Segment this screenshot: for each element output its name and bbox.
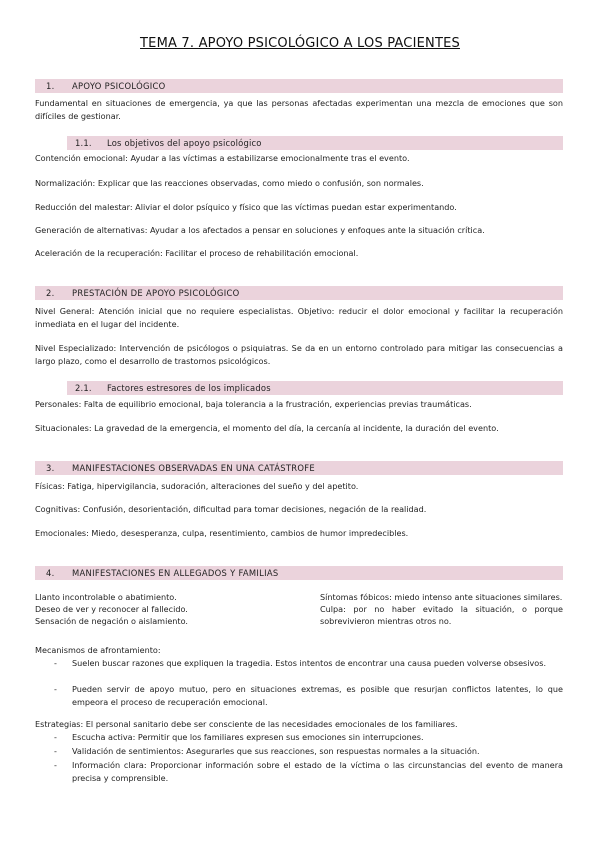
subsection-heading-1-1 bbox=[67, 136, 563, 150]
section-number: 1. bbox=[46, 81, 55, 91]
list-item: Síntomas fóbicos: miedo intenso ante situaciones similares. bbox=[320, 592, 563, 602]
mecanismos-label: Mecanismos de afrontamiento: bbox=[35, 645, 161, 655]
section-heading-2 bbox=[35, 286, 563, 300]
factores-personales: Personales: Falta de equilibrio emocional, baja tolerancia a la frustración, experiencias previas traumáticas. bbox=[35, 399, 472, 409]
estrategia-item: Información clara: Proporcionar información sobre el estado de la víctima o las circunstancias del evento de manera precisa y comprensible. bbox=[72, 760, 563, 783]
objective-item: Reducción del malestar: Aliviar el dolor psíquico y físico que las víctimas puedan estar experimentando. bbox=[35, 202, 457, 212]
subsection-title: Factores estresores de los implicados bbox=[107, 383, 271, 393]
mecanismo-item: Suelen buscar razones que expliquen la tragedia. Estos intentos de encontrar una causa pueden volverse obsesivos. bbox=[72, 658, 547, 668]
subsection-heading-2-1 bbox=[67, 381, 563, 395]
estrategia-item: Validación de sentimientos: Asegurarles que sus reacciones, son respuestas normales a la situación. bbox=[72, 746, 480, 756]
allegados-left-column bbox=[35, 591, 235, 627]
nivel-especializado: Nivel Especializado: Intervención de psicólogos o psiquiatras. Se da en un entorno controlado para mitigar las consecuencias a largo plazo, como el desarrollo de trastornos psicológicos. bbox=[35, 343, 563, 366]
bullet-dash: - bbox=[54, 760, 57, 770]
section-title: APOYO PSICOLÓGICO bbox=[72, 81, 166, 91]
mecanismo-item: Pueden servir de apoyo mutuo, pero en situaciones extremas, es posible que resurjan conflictos latentes, lo que empeora el proceso de recuperación emocional. bbox=[72, 684, 563, 707]
bullet-dash: - bbox=[54, 746, 57, 756]
manifestaciones-cognitivas: Cognitivas: Confusión, desorientación, dificultad para tomar decisiones, negación de la realidad. bbox=[35, 504, 427, 514]
section-title: MANIFESTACIONES OBSERVADAS EN UNA CATÁSTROFE bbox=[72, 463, 315, 473]
subsection-title: Los objetivos del apoyo psicológico bbox=[107, 138, 262, 148]
list-item: Deseo de ver y reconocer al fallecido. bbox=[35, 604, 188, 614]
objective-item: Contención emocional: Ayudar a las víctimas a estabilizarse emocionalmente tras el evento. bbox=[35, 153, 410, 163]
allegados-right-column bbox=[320, 591, 563, 627]
bullet-dash: - bbox=[54, 684, 57, 694]
section-title: MANIFESTACIONES EN ALLEGADOS Y FAMILIAS bbox=[72, 568, 279, 578]
list-item: Sensación de negación o aislamiento. bbox=[35, 616, 188, 626]
section-number: 2. bbox=[46, 288, 55, 298]
manifestaciones-fisicas: Físicas: Fatiga, hipervigilancia, sudoración, alteraciones del sueño y del apetito. bbox=[35, 481, 359, 491]
objective-item: Generación de alternativas: Ayudar a los afectados a pensar en soluciones y enfoques ante la situación crítica. bbox=[35, 225, 485, 235]
nivel-general: Nivel General: Atención inicial que no requiere especialistas. Objetivo: reducir el dolor emocional y facilitar la recuperación inmediata en el lugar del incidente. bbox=[35, 306, 563, 329]
section-heading-1 bbox=[35, 79, 563, 93]
section-heading-4 bbox=[35, 566, 563, 580]
subsection-number: 1.1. bbox=[75, 138, 92, 148]
section-number: 3. bbox=[46, 463, 55, 473]
estrategia-item: Escucha activa: Permitir que los familiares expresen sus emociones sin interrupciones. bbox=[72, 732, 424, 742]
factores-situacionales: Situacionales: La gravedad de la emergencia, el momento del día, la cercanía al incidente, la duración del evento. bbox=[35, 423, 499, 433]
estrategias-label: Estrategias: El personal sanitario debe ser consciente de las necesidades emocionales de los familiares. bbox=[35, 719, 458, 729]
section-title: PRESTACIÓN DE APOYO PSICOLÓGICO bbox=[72, 288, 240, 298]
bullet-dash: - bbox=[54, 658, 57, 668]
section-1-intro: Fundamental en situaciones de emergencia, ya que las personas afectadas experimentan una mezcla de emociones que son difíciles de gestionar. bbox=[35, 98, 563, 121]
objective-item: Aceleración de la recuperación: Facilitar el proceso de rehabilitación emocional. bbox=[35, 248, 359, 258]
manifestaciones-emocionales: Emocionales: Miedo, desesperanza, culpa, resentimiento, cambios de humor impredecibles. bbox=[35, 528, 409, 538]
section-number: 4. bbox=[46, 568, 55, 578]
subsection-number: 2.1. bbox=[75, 383, 92, 393]
objective-item: Normalización: Explicar que las reacciones observadas, como miedo o confusión, son normales. bbox=[35, 178, 424, 188]
bullet-dash: - bbox=[54, 732, 57, 742]
page-title: TEMA 7. APOYO PSICOLÓGICO A LOS PACIENTES bbox=[140, 36, 460, 51]
section-heading-3 bbox=[35, 461, 563, 475]
list-item: Llanto incontrolable o abatimiento. bbox=[35, 592, 177, 602]
list-item: Culpa: por no haber evitado la situación, o porque sobrevivieron mientras otros no. bbox=[320, 604, 563, 626]
